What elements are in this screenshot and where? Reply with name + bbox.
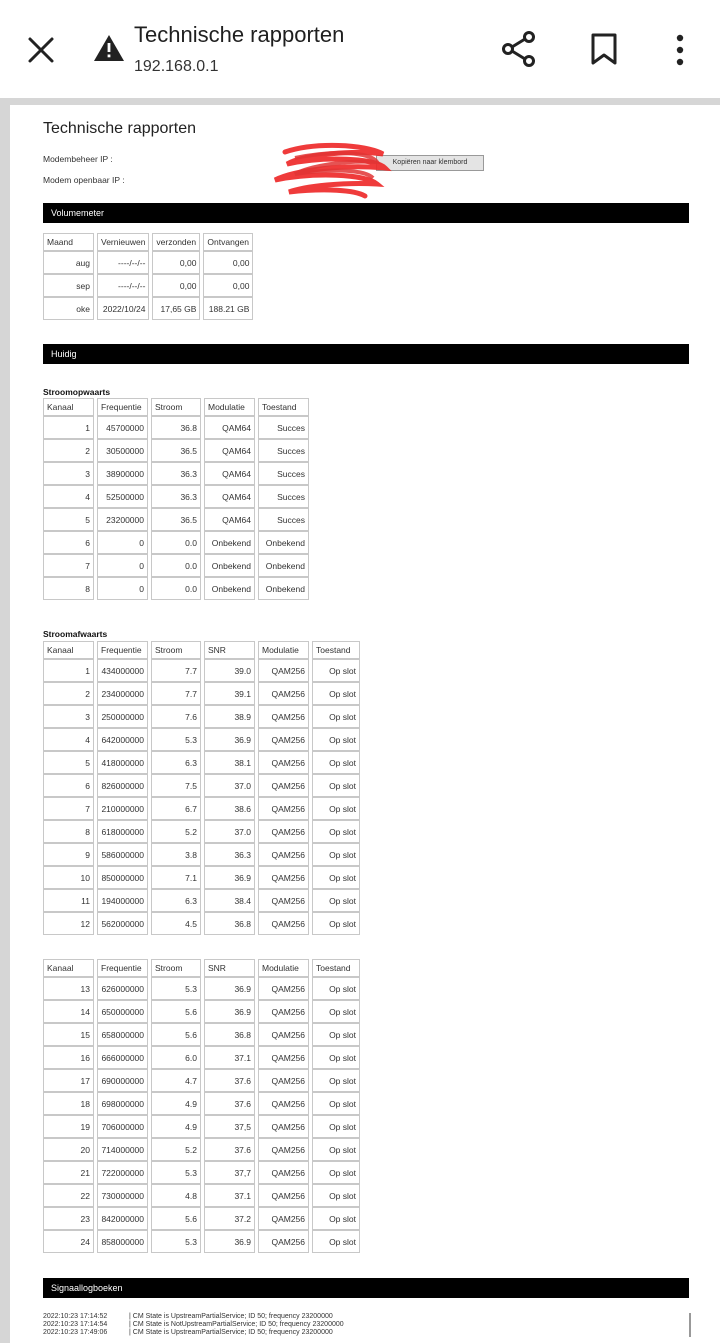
downstream-cell: QAM256 [258, 1161, 309, 1184]
page-viewport [0, 98, 720, 1343]
downstream-column-header: Toestand [312, 641, 360, 659]
table-row [43, 1138, 360, 1161]
upstream-cell: 5 [43, 508, 94, 531]
table-row [43, 1207, 360, 1230]
upstream-cell: Onbekend [204, 577, 255, 600]
table-row [43, 912, 360, 935]
downstream-column-header: Stroom [151, 959, 201, 977]
downstream-cell: Op slot [312, 866, 360, 889]
table-row [43, 531, 309, 554]
downstream-column-header: Kanaal [43, 641, 94, 659]
table-row [43, 866, 360, 889]
downstream-cell: QAM256 [258, 866, 309, 889]
table-row [43, 705, 360, 728]
volume-column-header: Ontvangen [203, 233, 253, 251]
downstream-cell: 2 [43, 682, 94, 705]
downstream-cell: 11 [43, 889, 94, 912]
table-row [43, 682, 360, 705]
downstream-cell: 37.6 [204, 1069, 255, 1092]
downstream-cell: 1 [43, 659, 94, 682]
downstream-cell: Op slot [312, 682, 360, 705]
downstream-cell: 6.3 [151, 889, 201, 912]
downstream-cell: Op slot [312, 1000, 360, 1023]
downstream-cell: 6 [43, 774, 94, 797]
bookmark-icon[interactable] [589, 32, 619, 66]
volume-cell: sep [43, 274, 94, 297]
downstream-cell: 37.6 [204, 1138, 255, 1161]
browser-page-title: Technische rapporten [134, 22, 345, 47]
downstream-cell: Op slot [312, 797, 360, 820]
downstream-cell: 38.4 [204, 889, 255, 912]
downstream-cell: 722000000 [97, 1161, 148, 1184]
volume-cell: 0,00 [152, 274, 200, 297]
downstream-cell: 37,7 [204, 1161, 255, 1184]
table-row [43, 274, 253, 297]
modem-management-ip-label: Modembeheer IP : [43, 154, 113, 164]
downstream-cell: 8 [43, 820, 94, 843]
downstream-cell: 20 [43, 1138, 94, 1161]
downstream-cell: 5.2 [151, 820, 201, 843]
downstream-cell: Op slot [312, 774, 360, 797]
log-timestamp: 2022:10:23 17:49:06 [43, 1329, 108, 1336]
upstream-cell: 30500000 [97, 439, 148, 462]
table-row [43, 820, 360, 843]
downstream-cell: 618000000 [97, 820, 148, 843]
downstream-cell: QAM256 [258, 1184, 309, 1207]
downstream-cell: QAM256 [258, 1023, 309, 1046]
downstream-cell: QAM256 [258, 889, 309, 912]
section-header-signal-log: Signaallogboeken [43, 1278, 689, 1298]
volume-cell: ----/--/-- [97, 251, 149, 274]
downstream-column-header: SNR [204, 641, 255, 659]
table-row [43, 889, 360, 912]
downstream-cell: 706000000 [97, 1115, 148, 1138]
downstream-cell: 4.9 [151, 1115, 201, 1138]
upstream-cell: Succes [258, 416, 309, 439]
downstream-cell: 21 [43, 1161, 94, 1184]
upstream-cell: 0 [97, 577, 148, 600]
downstream-cell: 642000000 [97, 728, 148, 751]
downstream-cell: 666000000 [97, 1046, 148, 1069]
table-row [43, 416, 309, 439]
page-title: Technische rapporten [43, 120, 196, 137]
downstream-cell: Op slot [312, 659, 360, 682]
log-entry [43, 1321, 689, 1329]
volume-column-header: Vernieuwen [97, 233, 149, 251]
downstream-cell: 38.6 [204, 797, 255, 820]
downstream-cell: 250000000 [97, 705, 148, 728]
downstream-cell: 418000000 [97, 751, 148, 774]
downstream-cell: 730000000 [97, 1184, 148, 1207]
downstream-cell: Op slot [312, 1230, 360, 1253]
table-row [43, 554, 309, 577]
downstream-cell: 5 [43, 751, 94, 774]
downstream-cell: 36.3 [204, 843, 255, 866]
downstream-table-1 [40, 641, 363, 935]
table-row [43, 751, 360, 774]
downstream-cell: 7.5 [151, 774, 201, 797]
downstream-cell: 586000000 [97, 843, 148, 866]
upstream-cell: QAM64 [204, 416, 255, 439]
upstream-cell: Succes [258, 508, 309, 531]
volume-cell: 17,65 GB [152, 297, 200, 320]
downstream-cell: QAM256 [258, 1138, 309, 1161]
log-timestamp: 2022:10:23 17:14:52 [43, 1313, 108, 1320]
volume-cell: 188.21 GB [203, 297, 253, 320]
downstream-cell: 39.0 [204, 659, 255, 682]
close-icon[interactable] [26, 35, 56, 65]
downstream-cell: 858000000 [97, 1230, 148, 1253]
downstream-cell: 9 [43, 843, 94, 866]
downstream-cell: 842000000 [97, 1207, 148, 1230]
downstream-column-header: Toestand [312, 959, 360, 977]
downstream-cell: 22 [43, 1184, 94, 1207]
more-options-icon[interactable] [668, 32, 692, 68]
downstream-column-header: Frequentie [97, 641, 148, 659]
downstream-column-header: Modulatie [258, 959, 309, 977]
log-timestamp: 2022:10:23 17:14:54 [43, 1321, 108, 1328]
downstream-cell: Op slot [312, 1069, 360, 1092]
downstream-cell: 24 [43, 1230, 94, 1253]
table-row [43, 1161, 360, 1184]
volume-cell: 0,00 [203, 274, 253, 297]
downstream-cell: QAM256 [258, 977, 309, 1000]
volume-cell: aug [43, 251, 94, 274]
downstream-cell: QAM256 [258, 1115, 309, 1138]
downstream-cell: QAM256 [258, 1000, 309, 1023]
downstream-cell: 39.1 [204, 682, 255, 705]
downstream-cell: 5.6 [151, 1000, 201, 1023]
downstream-cell: Op slot [312, 1023, 360, 1046]
upstream-table [40, 398, 312, 600]
downstream-cell: Op slot [312, 843, 360, 866]
signal-log-list [43, 1313, 691, 1337]
copy-to-clipboard-button[interactable]: Kopiëren naar klembord [376, 155, 484, 171]
downstream-cell: 5.3 [151, 728, 201, 751]
upstream-cell: Onbekend [204, 531, 255, 554]
downstream-header-row-1 [43, 641, 360, 659]
downstream-cell: 5.3 [151, 977, 201, 1000]
upstream-cell: 0 [97, 531, 148, 554]
report-document [10, 105, 720, 1343]
downstream-cell: Op slot [312, 889, 360, 912]
downstream-cell: 37.1 [204, 1184, 255, 1207]
downstream-table-2 [40, 959, 363, 1253]
upstream-cell: 0.0 [151, 531, 201, 554]
volume-cell: 2022/10/24 [97, 297, 149, 320]
table-row [43, 508, 309, 531]
downstream-cell: 850000000 [97, 866, 148, 889]
volume-cell: 0,00 [152, 251, 200, 274]
downstream-cell: 6.7 [151, 797, 201, 820]
share-icon[interactable] [500, 30, 538, 68]
table-row [43, 1046, 360, 1069]
downstream-cell: QAM256 [258, 797, 309, 820]
table-row [43, 1000, 360, 1023]
downstream-cell: Op slot [312, 1184, 360, 1207]
upstream-cell: Onbekend [258, 554, 309, 577]
downstream-cell: Op slot [312, 751, 360, 774]
downstream-cell: QAM256 [258, 751, 309, 774]
upstream-column-header: Toestand [258, 398, 309, 416]
downstream-title: Stroomafwaarts [43, 629, 108, 639]
upstream-cell: Succes [258, 485, 309, 508]
table-row [43, 439, 309, 462]
downstream-cell: 19 [43, 1115, 94, 1138]
section-header-volume: Volumemeter [43, 203, 689, 223]
downstream-cell: 210000000 [97, 797, 148, 820]
downstream-column-header: Kanaal [43, 959, 94, 977]
downstream-cell: 826000000 [97, 774, 148, 797]
downstream-cell: 5.3 [151, 1161, 201, 1184]
downstream-cell: Op slot [312, 1161, 360, 1184]
downstream-cell: 5.3 [151, 1230, 201, 1253]
downstream-cell: QAM256 [258, 820, 309, 843]
downstream-cell: 23 [43, 1207, 94, 1230]
upstream-cell: 36.5 [151, 508, 201, 531]
warning-icon[interactable] [93, 33, 125, 63]
downstream-cell: 626000000 [97, 977, 148, 1000]
upstream-cell: 38900000 [97, 462, 148, 485]
downstream-cell: Op slot [312, 912, 360, 935]
downstream-column-header: Stroom [151, 641, 201, 659]
downstream-cell: 4.8 [151, 1184, 201, 1207]
downstream-cell: Op slot [312, 1138, 360, 1161]
upstream-cell: Onbekend [204, 554, 255, 577]
downstream-cell: QAM256 [258, 774, 309, 797]
downstream-cell: QAM256 [258, 682, 309, 705]
downstream-cell: Op slot [312, 1207, 360, 1230]
table-row [43, 843, 360, 866]
table-row [43, 297, 253, 320]
downstream-cell: QAM256 [258, 1069, 309, 1092]
downstream-cell: QAM256 [258, 1046, 309, 1069]
downstream-cell: 4.9 [151, 1092, 201, 1115]
downstream-cell: 4 [43, 728, 94, 751]
downstream-cell: QAM256 [258, 705, 309, 728]
table-row [43, 774, 360, 797]
downstream-cell: 4.5 [151, 912, 201, 935]
downstream-cell: 37.1 [204, 1046, 255, 1069]
upstream-column-header: Stroom [151, 398, 201, 416]
downstream-column-header: SNR [204, 959, 255, 977]
downstream-cell: 194000000 [97, 889, 148, 912]
table-row [43, 1115, 360, 1138]
downstream-cell: 5.2 [151, 1138, 201, 1161]
downstream-cell: QAM256 [258, 843, 309, 866]
upstream-cell: 36.8 [151, 416, 201, 439]
downstream-cell: Op slot [312, 1046, 360, 1069]
log-entry [43, 1313, 689, 1321]
upstream-cell: 36.3 [151, 485, 201, 508]
upstream-cell: 1 [43, 416, 94, 439]
downstream-cell: QAM256 [258, 912, 309, 935]
downstream-cell: 562000000 [97, 912, 148, 935]
downstream-cell: 3 [43, 705, 94, 728]
downstream-cell: Op slot [312, 820, 360, 843]
log-entry [43, 1329, 689, 1337]
downstream-cell: 5.6 [151, 1207, 201, 1230]
downstream-cell: 36.8 [204, 912, 255, 935]
downstream-cell: 7 [43, 797, 94, 820]
downstream-cell: Op slot [312, 705, 360, 728]
downstream-cell: 17 [43, 1069, 94, 1092]
downstream-cell: 38.1 [204, 751, 255, 774]
downstream-cell: Op slot [312, 1115, 360, 1138]
downstream-cell: 10 [43, 866, 94, 889]
table-row [43, 659, 360, 682]
downstream-cell: 18 [43, 1092, 94, 1115]
downstream-cell: 37,5 [204, 1115, 255, 1138]
downstream-cell: 234000000 [97, 682, 148, 705]
downstream-cell: 7.7 [151, 682, 201, 705]
upstream-cell: 0.0 [151, 554, 201, 577]
upstream-cell: QAM64 [204, 462, 255, 485]
downstream-column-header: Frequentie [97, 959, 148, 977]
upstream-column-header: Frequentie [97, 398, 148, 416]
upstream-cell: 4 [43, 485, 94, 508]
downstream-cell: 36.9 [204, 977, 255, 1000]
table-row [43, 797, 360, 820]
upstream-cell: 3 [43, 462, 94, 485]
downstream-cell: 36.9 [204, 1230, 255, 1253]
upstream-cell: QAM64 [204, 508, 255, 531]
downstream-cell: 12 [43, 912, 94, 935]
browser-toolbar [0, 0, 720, 98]
downstream-cell: Op slot [312, 977, 360, 1000]
upstream-cell: 0 [97, 554, 148, 577]
downstream-cell: 714000000 [97, 1138, 148, 1161]
table-row [43, 251, 253, 274]
downstream-cell: 650000000 [97, 1000, 148, 1023]
upstream-header-row [43, 398, 309, 416]
redaction-scribble [265, 140, 395, 200]
upstream-cell: Succes [258, 439, 309, 462]
downstream-cell: 16 [43, 1046, 94, 1069]
table-row [43, 1092, 360, 1115]
volume-header-row [43, 233, 253, 251]
downstream-cell: 658000000 [97, 1023, 148, 1046]
table-row [43, 462, 309, 485]
volume-column-header: verzonden [152, 233, 200, 251]
upstream-cell: QAM64 [204, 439, 255, 462]
upstream-cell: 36.5 [151, 439, 201, 462]
downstream-cell: Op slot [312, 1092, 360, 1115]
volume-cell: oke [43, 297, 94, 320]
downstream-column-header: Modulatie [258, 641, 309, 659]
downstream-cell: QAM256 [258, 1207, 309, 1230]
downstream-cell: QAM256 [258, 1092, 309, 1115]
downstream-cell: 4.7 [151, 1069, 201, 1092]
upstream-cell: 52500000 [97, 485, 148, 508]
downstream-cell: QAM256 [258, 728, 309, 751]
upstream-cell: QAM64 [204, 485, 255, 508]
table-row [43, 977, 360, 1000]
upstream-title: Stroomopwaarts [43, 387, 111, 397]
log-message: | CM State is UpstreamPartialService; ID 50; frequency 23200000 [129, 1313, 333, 1320]
modem-public-ip-label: Modem openbaar IP : [43, 175, 125, 185]
downstream-cell: 690000000 [97, 1069, 148, 1092]
upstream-cell: 6 [43, 531, 94, 554]
table-row [43, 1069, 360, 1092]
downstream-cell: 36.9 [204, 1000, 255, 1023]
downstream-cell: 37.2 [204, 1207, 255, 1230]
upstream-cell: 8 [43, 577, 94, 600]
volume-column-header: Maand [43, 233, 94, 251]
upstream-column-header: Kanaal [43, 398, 94, 416]
upstream-cell: Onbekend [258, 531, 309, 554]
volume-cell: 0,00 [203, 251, 253, 274]
table-row [43, 577, 309, 600]
downstream-cell: 36.9 [204, 728, 255, 751]
downstream-cell: 7.7 [151, 659, 201, 682]
downstream-cell: 15 [43, 1023, 94, 1046]
downstream-cell: QAM256 [258, 659, 309, 682]
downstream-cell: 7.1 [151, 866, 201, 889]
downstream-cell: 38.9 [204, 705, 255, 728]
downstream-cell: 3.8 [151, 843, 201, 866]
downstream-cell: 13 [43, 977, 94, 1000]
downstream-cell: 37.0 [204, 820, 255, 843]
table-row [43, 485, 309, 508]
volume-cell: ----/--/-- [97, 274, 149, 297]
upstream-cell: 2 [43, 439, 94, 462]
upstream-cell: Onbekend [258, 577, 309, 600]
upstream-cell: 36.3 [151, 462, 201, 485]
table-row [43, 1184, 360, 1207]
downstream-cell: 14 [43, 1000, 94, 1023]
downstream-cell: 434000000 [97, 659, 148, 682]
downstream-cell: 698000000 [97, 1092, 148, 1115]
downstream-cell: 36.9 [204, 866, 255, 889]
upstream-column-header: Modulatie [204, 398, 255, 416]
downstream-cell: Op slot [312, 728, 360, 751]
browser-url[interactable]: 192.168.0.1 [134, 58, 219, 75]
downstream-cell: 7.6 [151, 705, 201, 728]
downstream-cell: QAM256 [258, 1230, 309, 1253]
downstream-cell: 6.3 [151, 751, 201, 774]
volume-table [40, 233, 256, 320]
log-message: | CM State is NotUpstreamPartialService; ID 50; frequency 23200000 [129, 1321, 344, 1328]
table-row [43, 1023, 360, 1046]
section-header-current: Huidig [43, 344, 689, 364]
upstream-cell: 23200000 [97, 508, 148, 531]
table-row [43, 728, 360, 751]
table-row [43, 1230, 360, 1253]
downstream-cell: 6.0 [151, 1046, 201, 1069]
downstream-cell: 36.8 [204, 1023, 255, 1046]
downstream-cell: 5.6 [151, 1023, 201, 1046]
upstream-cell: Succes [258, 462, 309, 485]
downstream-cell: 37.0 [204, 774, 255, 797]
downstream-cell: 37.6 [204, 1092, 255, 1115]
upstream-cell: 0.0 [151, 577, 201, 600]
downstream-header-row-2 [43, 959, 360, 977]
log-message: | CM State is UpstreamPartialService; ID 50; frequency 23200000 [129, 1329, 333, 1336]
upstream-cell: 45700000 [97, 416, 148, 439]
upstream-cell: 7 [43, 554, 94, 577]
